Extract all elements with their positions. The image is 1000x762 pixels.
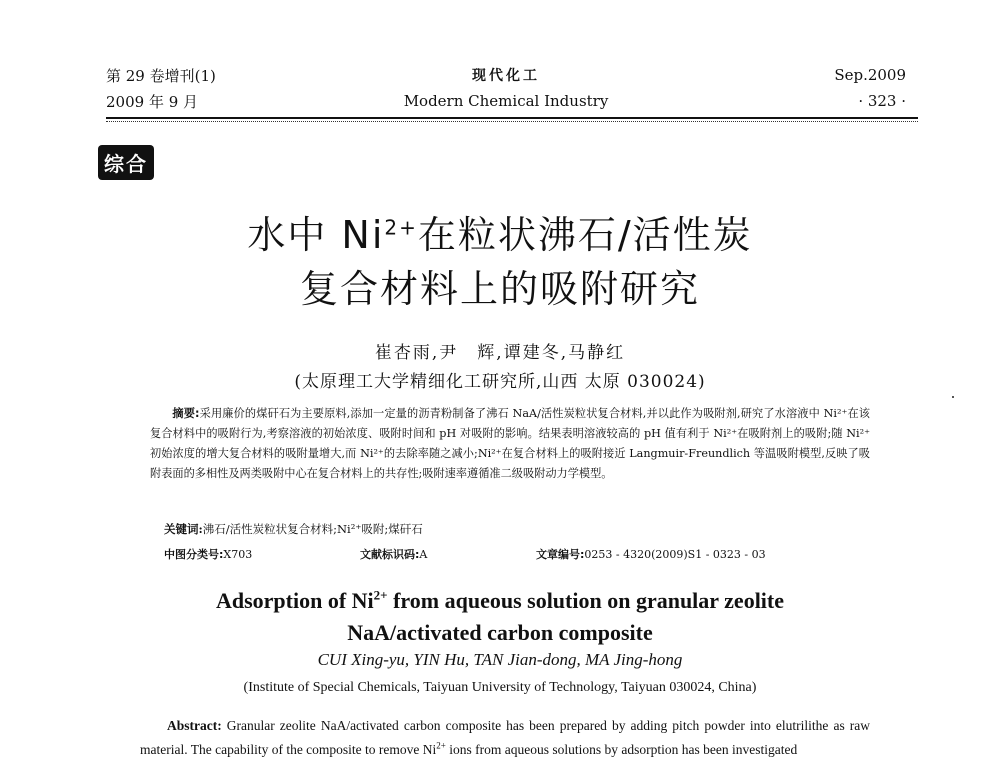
article-number (536, 546, 766, 562)
authors-cn: 崔杏雨,尹 辉,谭建冬,马静红 (374, 343, 626, 363)
affiliation-cn: (太原理工大学精细化工研究所,山西 太原 030024) (294, 372, 706, 392)
title-cn-superscript: 2+ (384, 215, 418, 240)
abstract-cn (150, 404, 870, 484)
title-en-part2: from aqueous solution on granular zeolite (387, 588, 785, 613)
abstract-en-text2: ions from aqueous solutions by adsorption has been investigated (445, 742, 798, 757)
keywords-label: 关键词: (164, 522, 203, 536)
clc-label: 中图分类号: (164, 548, 224, 561)
clc-number (164, 546, 252, 562)
abstract-cn-text: 采用廉价的煤矸石为主要原料,添加一定量的沥青粉制备了沸石 NaA/活性炭粒状复合材料,并以此作为吸附剂,研究了水溶液中 Ni²⁺在该复合材料中的吸附行为,考察溶液的初始浓度、吸附时间和 pH 对吸附的影响。结果表明溶液较高的 pH 值有利于 Ni²⁺在吸附剂上的吸附;随 Ni²⁺初始浓度的增大复合材料的吸附量增大,而 Ni²⁺的去除率随之减小;Ni²⁺在复合材料上的吸附接近 Langmuir-Freundlich 等温吸附模型,反映了吸附表面的多相性及两类吸附中心在复合材料上的共存性;吸附速率遵循准二级吸附动力学模型。 (150, 407, 870, 480)
affiliation-en: (Institute of Special Chemicals, Taiyuan University of Technology, Taiyuan 030024, China) (243, 680, 757, 695)
journal-title-cn: 现代化工 (472, 68, 540, 84)
title-cn-part1: 水中 Ni (247, 213, 385, 257)
clc-value: X703 (223, 548, 253, 561)
doc-code-label: 文献标识码: (360, 548, 420, 561)
header-rule-dotted (106, 121, 918, 122)
journal-title-en: Modern Chemical Industry (403, 92, 609, 110)
article-number-label: 文章编号: (536, 548, 585, 561)
abstract-en-text1: Granular zeolite NaA/activated carbon composite has been prepared by adding pitch powder into elutrilithe as raw material. The capability of the composite to remove Ni (140, 718, 870, 757)
doc-code (360, 546, 427, 562)
article-number-value: 0253 - 4320(2009)S1 - 0323 - 03 (584, 548, 766, 561)
abstract-cn-label: 摘要: (172, 407, 200, 420)
running-header (106, 62, 906, 114)
page-number: · 323 · (858, 92, 907, 110)
authors-en: CUI Xing-yu, YIN Hu, TAN Jian-dong, MA Jing-hong (317, 650, 683, 669)
date-cn: 2009 年 9 月 (106, 92, 199, 111)
header-rule (106, 117, 918, 119)
volume-issue: 第 29 卷增刊(1) (106, 66, 216, 85)
title-cn-line2: 复合材料上的吸附研究 (299, 267, 700, 311)
abstract-en-superscript: 2+ (436, 740, 446, 751)
date-en: Sep.2009 (834, 66, 907, 84)
abstract-en-label: Abstract: (167, 718, 222, 733)
section-tag: 综合 (98, 145, 154, 180)
keywords (164, 521, 884, 537)
doc-code-value: A (419, 548, 428, 561)
title-cn-part2: 在粒状沸石/活性炭 (417, 213, 753, 257)
keywords-text: 沸石/活性炭粒状复合材料;Ni²⁺吸附;煤矸石 (202, 522, 423, 536)
title-en-superscript: 2+ (373, 587, 388, 603)
paper-title-cn (0, 208, 1000, 316)
title-en-part1: Adsorption of Ni (215, 588, 374, 613)
title-en-line2: NaA/activated carbon composite (347, 620, 653, 645)
abstract-en (140, 714, 870, 762)
scan-speck (952, 396, 954, 398)
paper-title-en (0, 585, 1000, 649)
